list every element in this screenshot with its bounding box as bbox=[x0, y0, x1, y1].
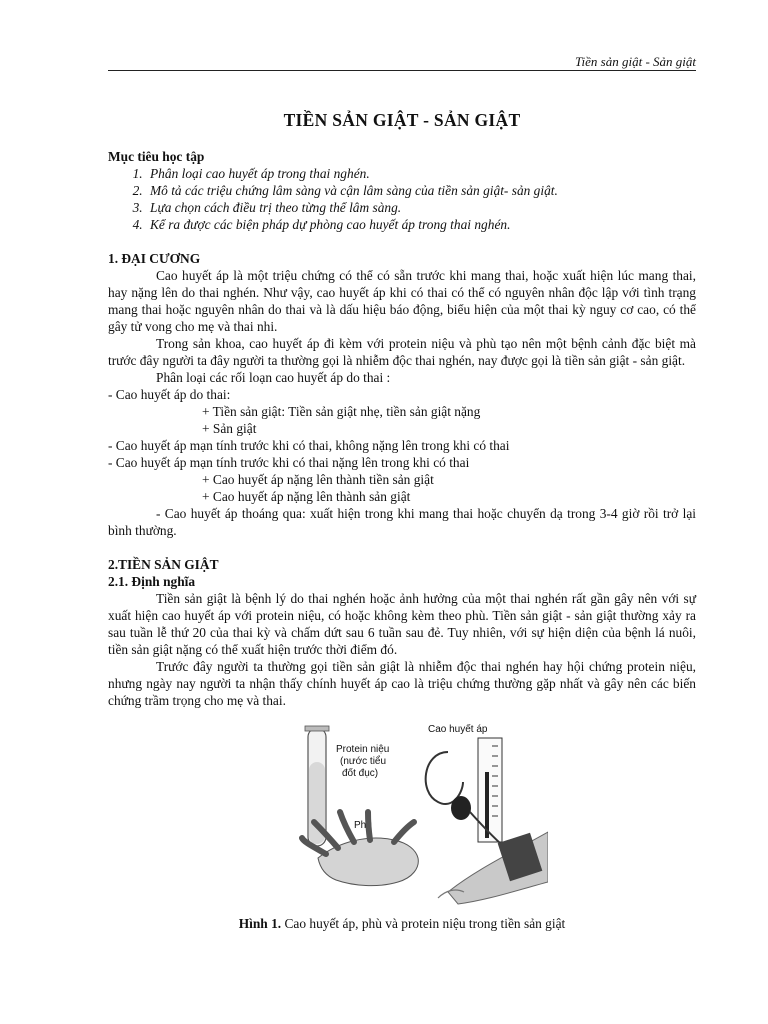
caption-label: Hình 1. bbox=[238, 916, 282, 931]
objective-item: 4. Kể ra được các biện pháp dự phòng cao huyết áp trong thai nghén. bbox=[146, 216, 696, 233]
classification-subitem: + Tiền sản giật: Tiền sản giật nhẹ, tiền sản giật nặng bbox=[202, 404, 481, 419]
figure-illustration bbox=[298, 722, 548, 906]
section-1-heading: 1. ĐẠI CƯƠNG bbox=[108, 251, 201, 266]
arm-cuff-icon bbox=[438, 832, 548, 904]
classification-subitem: + Sản giật bbox=[202, 421, 257, 436]
classification-item: - Cao huyết áp thoáng qua: xuất hiện trong khi mang thai hoặc chuyển dạ trong 3-4 giờ rồi trở lại bình thường. bbox=[108, 506, 696, 538]
label-protein-sub: (nước tiểu bbox=[340, 756, 387, 767]
section-1-paragraph: Cao huyết áp là một triệu chứng có thể có sẵn trước khi mang thai, hoặc xuất hiện lúc mang thai, hay nặng lên do thai nghén. Như vậy, cao huyết áp khi có thai có thể có nguyên nhân độc lập với tình trạng mang thai hoặc nguyên nhân do thai và là dấu hiệu báo động, biểu hiện của một thai kỳ nguy cơ cao, có thể gây tử vong cho mẹ và thai nhi. bbox=[108, 268, 696, 334]
objectives-heading: Mục tiêu học tập bbox=[108, 149, 205, 164]
label-edema: Phù bbox=[354, 820, 372, 831]
caption-text: Cao huyết áp, phù và protein niệu trong tiền sản giật bbox=[281, 916, 566, 931]
sphygmomanometer-icon bbox=[426, 738, 508, 850]
classification-subitem: + Cao huyết áp nặng lên thành tiền sản giật bbox=[202, 472, 434, 487]
objective-item: 3. Lựa chọn cách điều trị theo từng thể lâm sàng. bbox=[146, 199, 696, 216]
document-body bbox=[108, 148, 696, 709]
figure-caption bbox=[108, 916, 696, 932]
classification-item: - Cao huyết áp do thai: bbox=[108, 387, 231, 402]
section-2-heading: 2.TIỀN SẢN GIẬT bbox=[108, 557, 219, 572]
header-divider bbox=[108, 70, 696, 71]
document-title: TIỀN SẢN GIẬT - SẢN GIẬT bbox=[283, 110, 521, 130]
section-2-paragraph: Trước đây người ta thường gọi tiền sản giật là nhiễm độc thai nghén hay hội chứng protein niệu, nhưng ngày nay người ta nhận thấy chính huyết áp cao là triệu chứng thường gặp nhất và gây nên các biến chứng trầm trọng cho mẹ và thai. bbox=[108, 659, 696, 708]
illustration-svg bbox=[298, 722, 548, 906]
classification-subitem: + Cao huyết áp nặng lên thành sản giật bbox=[202, 489, 411, 504]
section-1-paragraph: Trong sản khoa, cao huyết áp đi kèm với protein niệu và phù tạo nên một bệnh cảnh đặc biệt mà trước đây người ta đây người ta thường gọi là nhiễm độc thai nghén, nay được gọi là tiền sản giật - sản giật. bbox=[108, 336, 696, 368]
section-2-paragraph: Tiền sản giật là bệnh lý do thai nghén hoặc ảnh hưởng của một thai nghén rất gần gây nên với sự xuất hiện cao huyết áp với protein niệu, có hoặc không kèm theo phù. Tiền sản giật - sản giật thường xảy ra sau tuần lễ thứ 20 của thai kỳ và chấm dứt sau 6 tuần sau đẻ. Tuy nhiên, với sự hiện diện của bệnh lá nuôi, tiền sản giật nặng có thể xuất hiện trước thời điểm đó. bbox=[108, 591, 696, 657]
classification-item: - Cao huyết áp mạn tính trước khi có thai, không nặng lên trong khi có thai bbox=[108, 438, 510, 453]
running-header: Tiền sản giật - Sản giật bbox=[575, 54, 696, 69]
section-2-1-heading: 2.1. Định nghĩa bbox=[108, 574, 196, 589]
classification-item: - Cao huyết áp mạn tính trước khi có thai nặng lên trong khi có thai bbox=[108, 455, 470, 470]
label-protein: Protein niệu bbox=[336, 744, 390, 755]
section-1-paragraph: Phân loại các rối loạn cao huyết áp do thai : bbox=[156, 370, 391, 385]
objective-item: 1. Phân loại cao huyết áp trong thai nghén. bbox=[146, 165, 696, 182]
label-pressure: Cao huyết áp bbox=[428, 724, 488, 735]
label-protein-sub: đốt đục) bbox=[342, 768, 379, 779]
objectives-list bbox=[108, 165, 696, 233]
objective-item: 2. Mô tả các triệu chứng lâm sàng và cận lâm sàng của tiền sản giật- sản giật. bbox=[146, 182, 696, 199]
